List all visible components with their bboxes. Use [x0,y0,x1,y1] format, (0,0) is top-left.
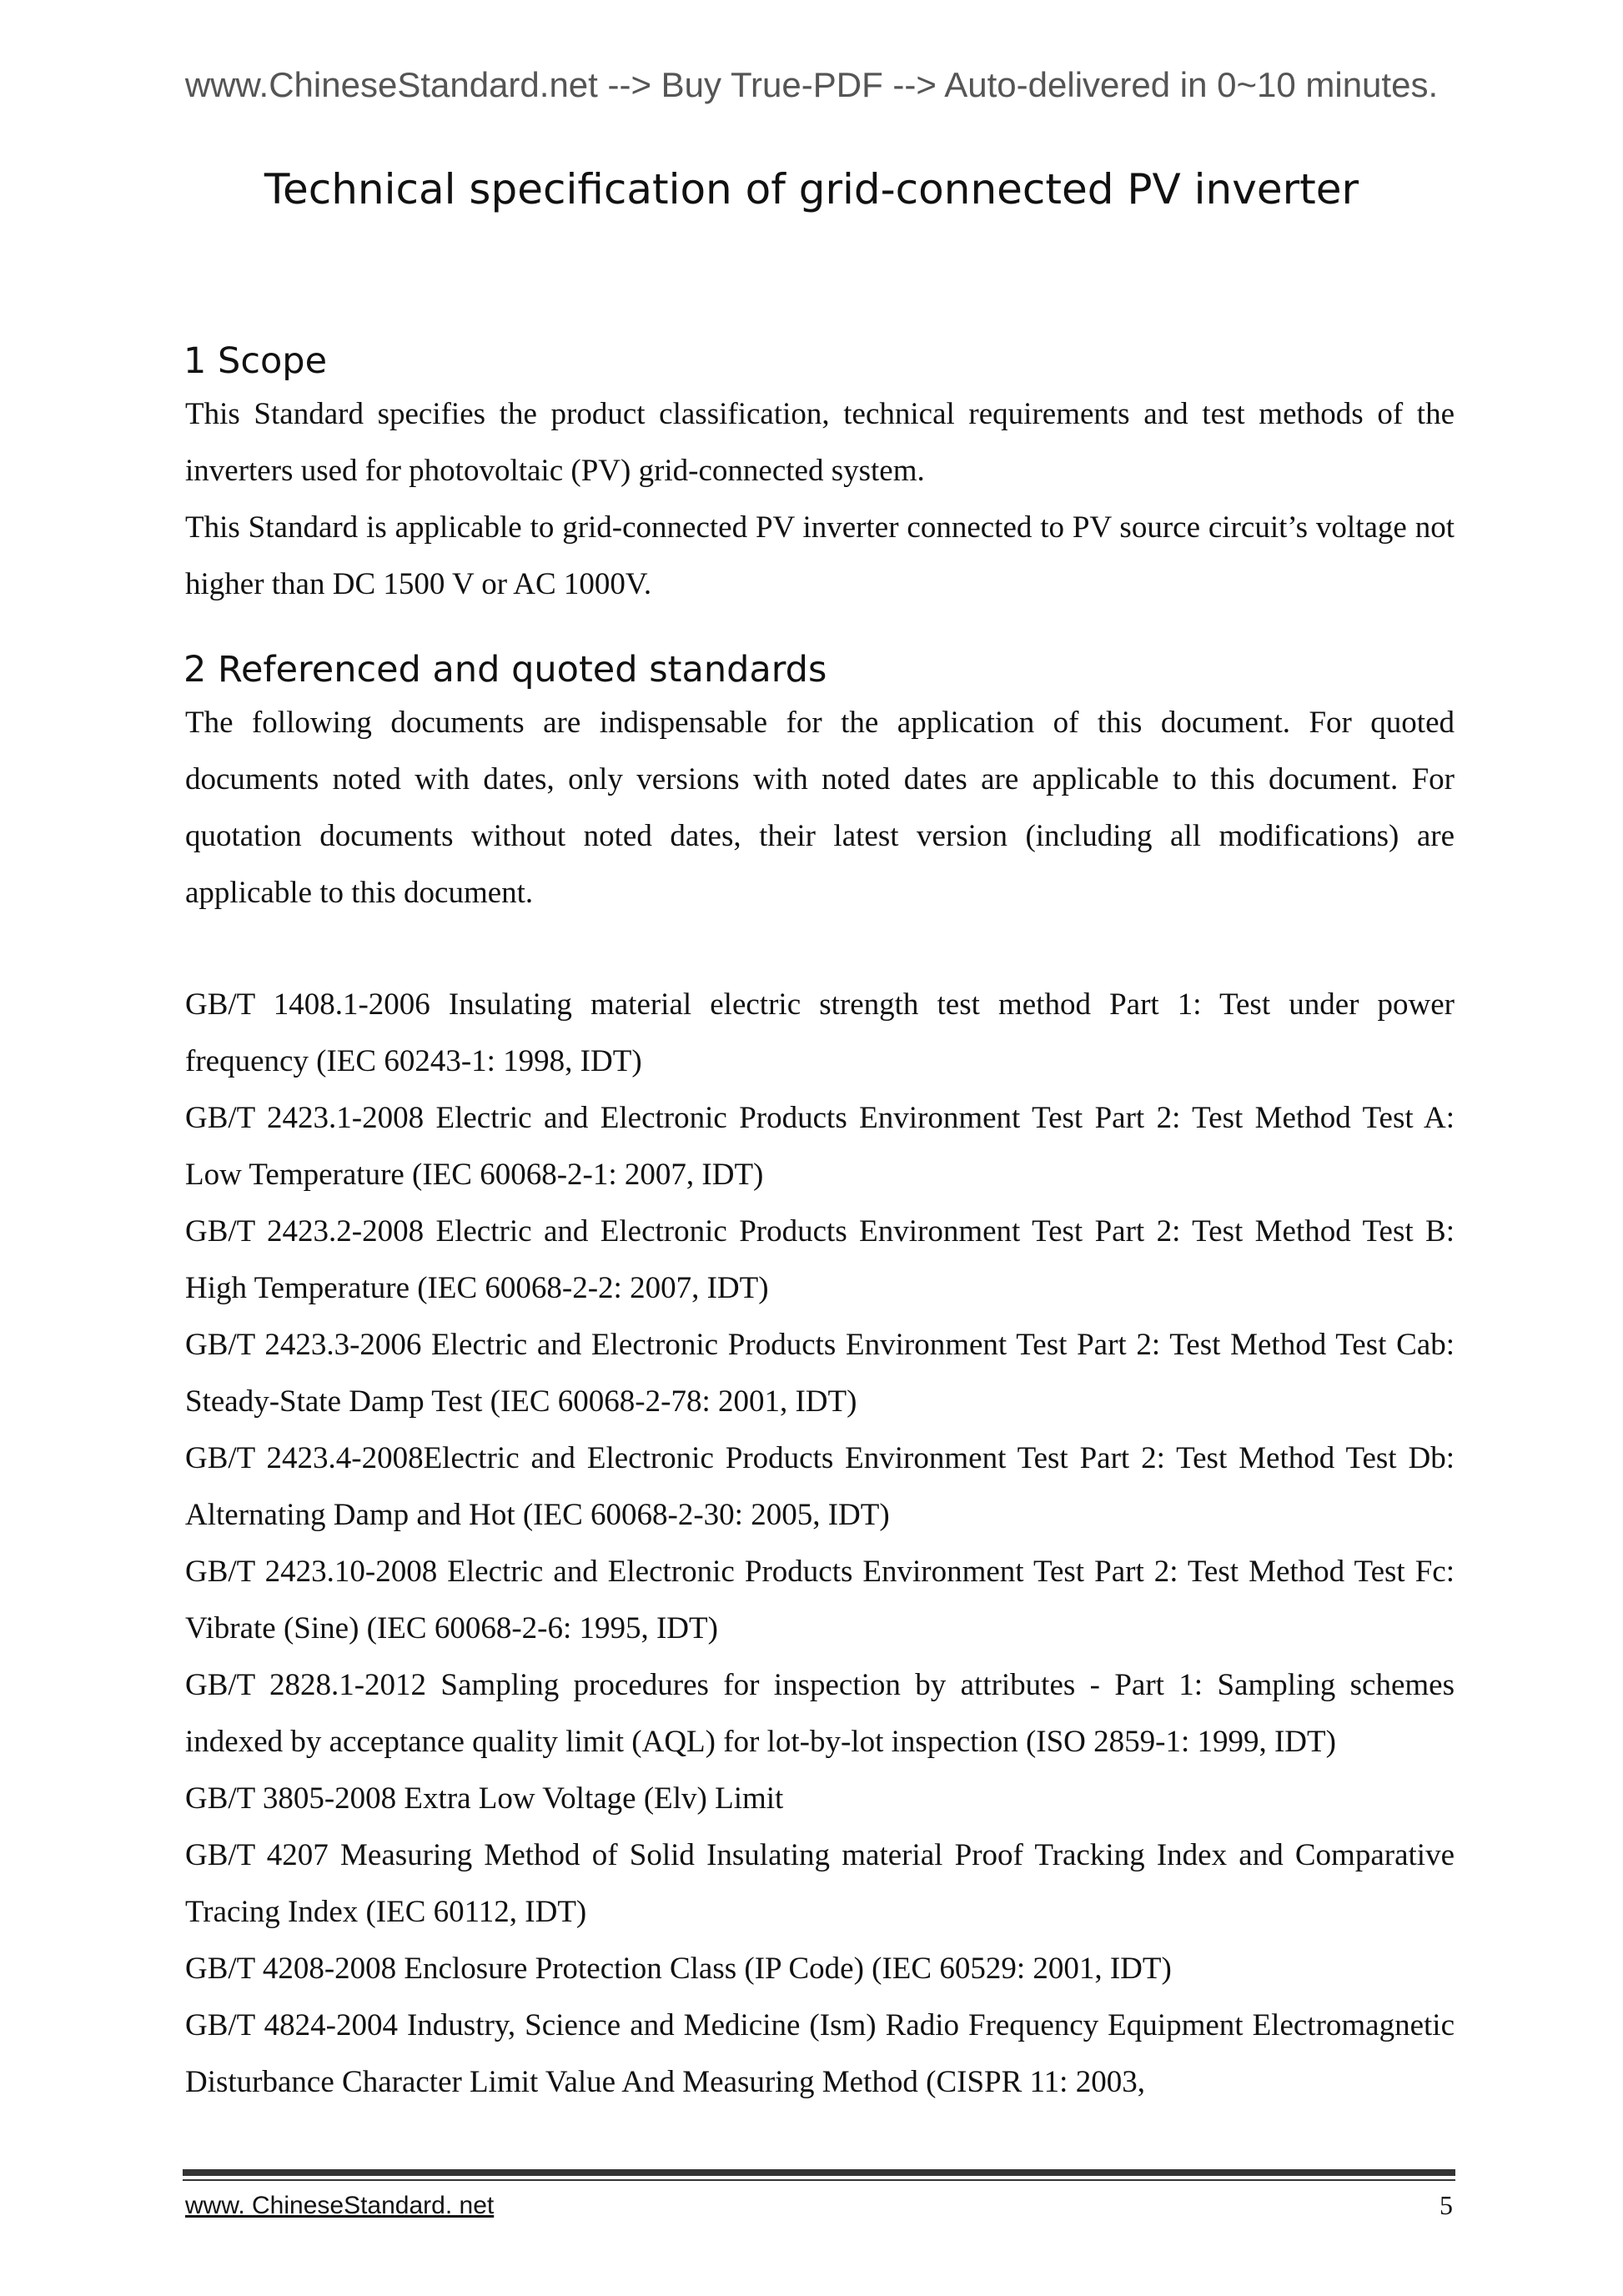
reference-item: GB/T 2828.1-2012 Sampling procedures for inspection by attributes - Part 1: Sampling schemes indexed by acceptance quality limit (AQL) for lot-by-lot inspection (ISO 2859-1: 1999, IDT) [185,1668,1455,1759]
footer-divider-thick [183,2169,1455,2176]
reference-item: GB/T 3805-2008 Extra Low Voltage (Elv) Limit [185,1781,784,1816]
reference-list [185,977,1455,2111]
reference-item: GB/T 4208-2008 Enclosure Protection Class (IP Code) (IEC 60529: 2001, IDT) [185,1952,1172,1986]
footer-website-link[interactable]: www. ChineseStandard. net [185,2192,495,2219]
reference-item: GB/T 2423.1-2008 Electric and Electronic Products Environment Test Part 2: Test Method Test A: Low Temperature (IEC 60068-2-1: 2007, IDT) [185,1101,1455,1192]
scope-paragraph-2: This Standard is applicable to grid-connected PV inverter connected to PV source circuit’s voltage not higher than DC 1500 V or AC 1000V. [185,510,1455,601]
document-body [185,338,1455,2111]
page-number: 5 [1440,2190,1453,2220]
footer-divider-thin [183,2179,1455,2181]
document-title: Technical specification of grid-connected PV inverter [264,165,1359,214]
section-heading-references: 2 Referenced and quoted standards [183,649,827,691]
site-banner: www.ChineseStandard.net --> Buy True-PDF --> Auto-delivered in 0~10 minutes. [184,65,1439,104]
reference-item: GB/T 4824-2004 Industry, Science and Medicine (Ism) Radio Frequency Equipment Electromagnetic Disturbance Character Limit Value And Measuring Method (CISPR 11: 2003, [185,2008,1455,2099]
reference-item: GB/T 2423.3-2006 Electric and Electronic Products Environment Test Part 2: Test Method Test Cab: Steady-State Damp Test (IEC 60068-2-78: 2001, IDT) [185,1328,1455,1419]
reference-item: GB/T 1408.1-2006 Insulating material electric strength test method Part 1: Test under power frequency (IEC 60243-1: 1998, IDT) [185,987,1455,1078]
reference-item: GB/T 2423.2-2008 Electric and Electronic Products Environment Test Part 2: Test Method Test B: High Temperature (IEC 60068-2-2: 2007, IDT) [185,1214,1455,1305]
references-intro-paragraph: The following documents are indispensable for the application of this document. For quoted documents noted with dates, only versions with noted dates are applicable to this document. For quotation documents without noted dates, their latest version (including all modifications) are applicable to this document. [185,706,1455,910]
reference-item: GB/T 4207 Measuring Method of Solid Insulating material Proof Tracking Index and Comparative Tracing Index (IEC 60112, IDT) [185,1838,1455,1929]
scope-paragraph-1: This Standard specifies the product classification, technical requirements and test methods of the inverters used for photovoltaic (PV) grid-connected system. [185,397,1455,488]
reference-item: GB/T 2423.4-2008Electric and Electronic Products Environment Test Part 2: Test Method Test Db: Alternating Damp and Hot (IEC 60068-2-30: 2005, IDT) [185,1441,1455,1532]
section-heading-scope: 1 Scope [183,340,328,382]
reference-item: GB/T 2423.10-2008 Electric and Electronic Products Environment Test Part 2: Test Method Test Fc: Vibrate (Sine) (IEC 60068-2-6: 1995, IDT) [185,1555,1455,1645]
